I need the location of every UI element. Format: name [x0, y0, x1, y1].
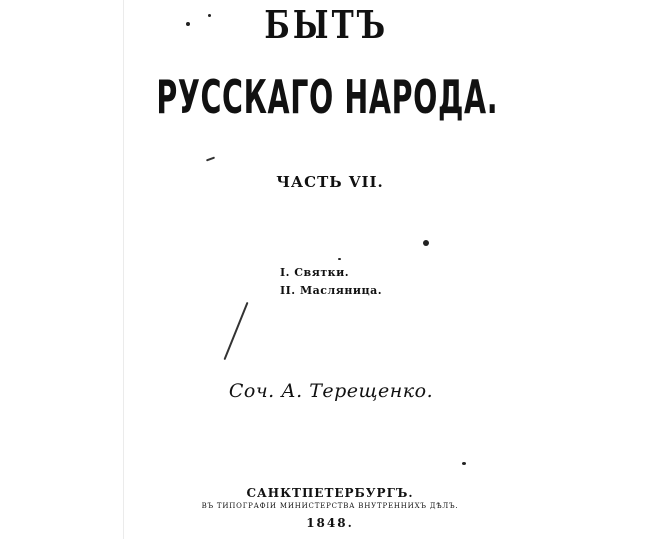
contents-item: II. Масляница.	[280, 284, 383, 297]
part-number: ЧАСТЬ VII.	[276, 173, 384, 191]
contents-item: I. Святки.	[280, 266, 350, 279]
ink-scratch	[223, 302, 248, 360]
ink-scratch	[206, 157, 215, 162]
ink-speck	[338, 258, 341, 260]
imprint-year: 1848.	[306, 516, 354, 530]
ink-speck	[423, 240, 429, 246]
ink-speck	[208, 14, 211, 17]
page-fold-line	[123, 0, 124, 539]
title-line-1: БЫТЪ	[264, 2, 389, 47]
ink-speck	[186, 22, 190, 26]
title-line-2: РУССКАГО НАРОДА.	[156, 70, 499, 124]
imprint-city: САНКТПЕТЕРБУРГЪ.	[246, 486, 414, 500]
imprint-press: ВЪ ТИПОГРАФІИ МИНИСТЕРСТВА ВНУТРЕННИХЪ ДѢЛЪ.	[201, 502, 459, 510]
author-line: Соч. А. Терещенко.	[228, 380, 434, 402]
ink-speck	[462, 462, 466, 465]
